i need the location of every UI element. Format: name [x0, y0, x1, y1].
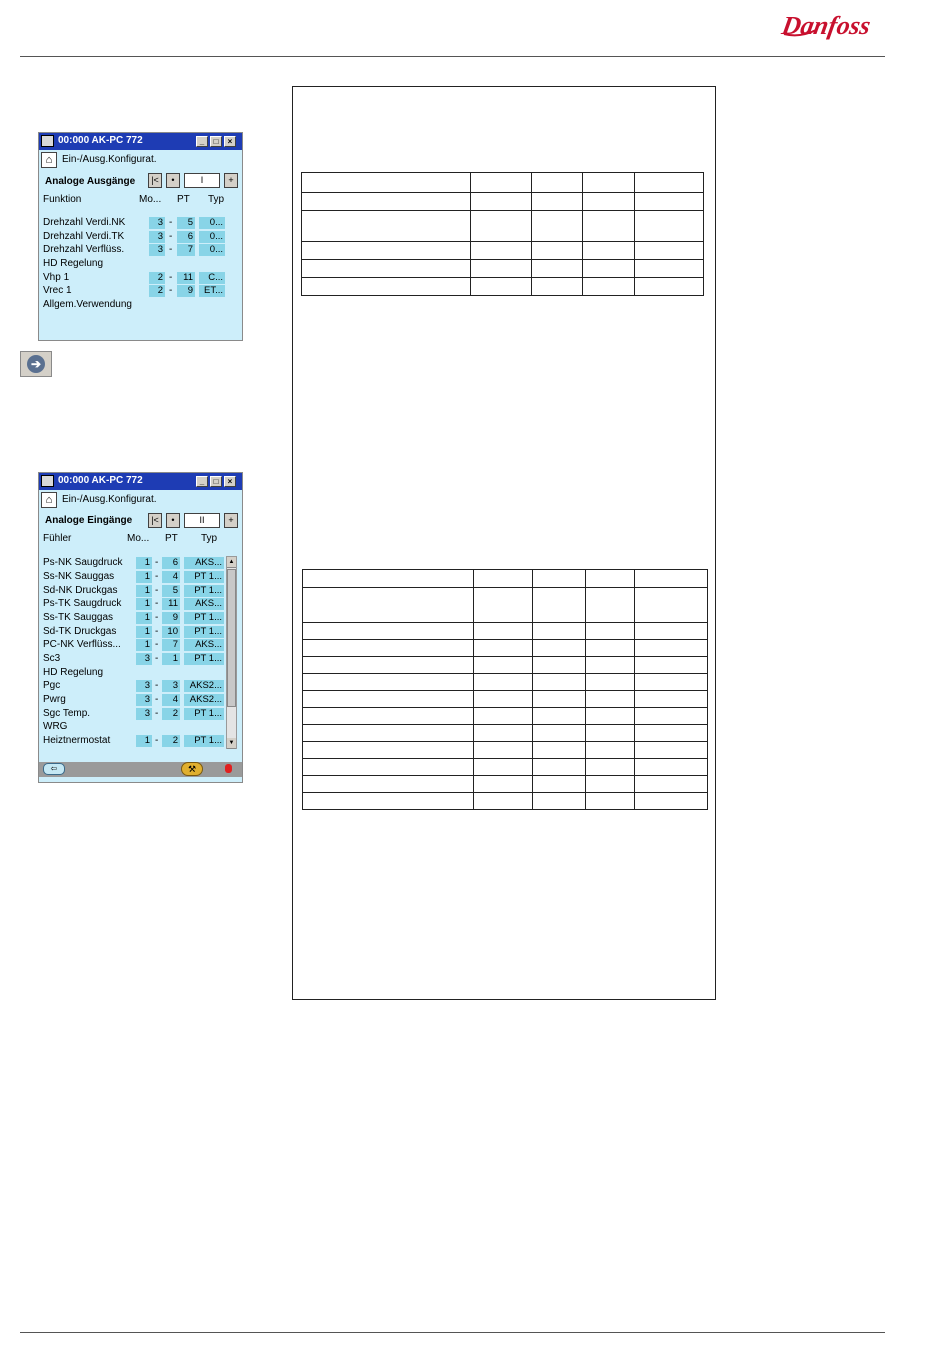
point-cell[interactable]: 5: [162, 585, 180, 597]
row-label: Vrec 1: [43, 285, 72, 296]
row-label: Sd-NK Druckgas: [43, 585, 118, 596]
row-label: Heiztnermostat: [43, 735, 111, 746]
type-cell[interactable]: PT 1...: [184, 708, 224, 720]
back-icon[interactable]: ⇦: [43, 763, 65, 775]
maximize-button[interactable]: □: [210, 476, 222, 487]
app-icon: [41, 475, 54, 487]
home-icon[interactable]: ⌂: [41, 492, 57, 508]
col-header-point: PT: [165, 533, 178, 544]
config-window-inputs: [38, 472, 243, 783]
module-cell[interactable]: 3: [149, 217, 165, 229]
separator: -: [155, 694, 159, 705]
type-cell[interactable]: AKS...: [184, 557, 224, 569]
separator: -: [155, 626, 159, 637]
subheader: [39, 150, 242, 170]
separator: -: [155, 735, 159, 746]
col-header-type: Typ: [201, 533, 218, 544]
module-cell[interactable]: 3: [149, 244, 165, 256]
table-row: [302, 260, 704, 278]
row-label: Drehzahl Verdi.NK: [43, 217, 126, 228]
table-row: [302, 193, 704, 211]
point-cell[interactable]: 1: [162, 653, 180, 665]
row-label: Ss-TK Sauggas: [43, 612, 114, 623]
subheader: [39, 490, 242, 510]
module-cell[interactable]: 1: [136, 612, 152, 624]
table-row: [303, 588, 708, 623]
point-cell[interactable]: 5: [177, 217, 195, 229]
type-cell[interactable]: PT 1...: [184, 585, 224, 597]
type-cell[interactable]: PT 1...: [184, 653, 224, 665]
point-cell[interactable]: 4: [162, 694, 180, 706]
table-row: [303, 674, 708, 691]
table-row: [302, 242, 704, 260]
bottom-toolbar: [39, 762, 242, 777]
table-row: [302, 278, 704, 296]
header-rule: [20, 56, 885, 57]
separator: -: [155, 653, 159, 664]
table-row: [303, 793, 708, 810]
next-screen-button[interactable]: [20, 351, 52, 377]
alarm-icon[interactable]: [225, 764, 232, 773]
point-cell[interactable]: 3: [162, 680, 180, 692]
separator: -: [155, 585, 159, 596]
row-label: Sgc Temp.: [43, 708, 91, 719]
minimize-button[interactable]: _: [196, 476, 208, 487]
row-label: PC-NK Verflüss...: [43, 639, 121, 650]
module-cell[interactable]: 1: [136, 735, 152, 747]
group-label: HD Regelung: [43, 667, 104, 678]
title-bar: [39, 133, 242, 150]
close-button[interactable]: ×: [224, 136, 236, 147]
module-cell[interactable]: 3: [136, 653, 152, 665]
point-cell[interactable]: 11: [177, 272, 195, 284]
type-cell[interactable]: PT 1...: [184, 612, 224, 624]
table-row: [303, 708, 708, 725]
screen-title: Ein-/Ausg.Konfigurat.: [62, 494, 157, 505]
page-indicator: II: [184, 513, 220, 528]
separator: -: [169, 244, 173, 255]
module-cell[interactable]: 2: [149, 272, 165, 284]
type-cell[interactable]: PT 1...: [184, 626, 224, 638]
table-row: [303, 759, 708, 776]
outputs-table: [301, 172, 704, 296]
row-label: Ss-NK Sauggas: [43, 571, 115, 582]
col-header-module: Mo...: [139, 194, 162, 205]
vertical-scrollbar[interactable]: [226, 556, 237, 749]
window-title: 00:000 AK-PC 772: [58, 475, 143, 486]
table-row: [303, 623, 708, 640]
type-cell[interactable]: PT 1...: [184, 571, 224, 583]
page-indicator: I: [184, 173, 220, 188]
col-header-module: Mo...: [127, 533, 150, 544]
row-label: Pwrg: [43, 694, 66, 705]
separator: -: [155, 639, 159, 650]
module-cell[interactable]: 1: [136, 571, 152, 583]
separator: -: [169, 272, 173, 283]
table-row: [303, 570, 708, 588]
row-label: Drehzahl Verdi.TK: [43, 231, 125, 242]
table-row: [303, 691, 708, 708]
separator: -: [155, 680, 159, 691]
point-cell[interactable]: 10: [162, 626, 180, 638]
first-page-button[interactable]: |<: [148, 173, 162, 188]
danfoss-logo: [780, 4, 892, 46]
module-cell[interactable]: 1: [136, 626, 152, 638]
wrench-icon[interactable]: ⚒: [181, 762, 203, 776]
point-cell[interactable]: 7: [162, 639, 180, 651]
group-label: Allgem.Verwendung: [43, 299, 132, 310]
close-button[interactable]: ×: [224, 476, 236, 487]
row-label: Drehzahl Verflüss.: [43, 244, 125, 255]
module-cell[interactable]: 3: [149, 231, 165, 243]
section-title: Analoge Ausgänge: [45, 176, 136, 187]
module-cell[interactable]: 1: [136, 639, 152, 651]
row-label: Pgc: [43, 680, 61, 691]
separator: -: [155, 598, 159, 609]
title-bar: [39, 473, 242, 490]
separator: -: [155, 708, 159, 719]
point-cell[interactable]: 4: [162, 571, 180, 583]
row-label: Vhp 1: [43, 272, 70, 283]
col-header-sensor: Fühler: [43, 533, 72, 544]
col-header-function: Funktion: [43, 194, 82, 205]
minimize-button[interactable]: _: [196, 136, 208, 147]
module-cell[interactable]: 1: [136, 557, 152, 569]
maximize-button[interactable]: □: [210, 136, 222, 147]
inputs-table: [302, 569, 708, 810]
window-title: 00:000 AK-PC 772: [58, 135, 143, 146]
scroll-thumb[interactable]: [227, 569, 236, 707]
separator: -: [155, 571, 159, 582]
module-cell[interactable]: 3: [136, 680, 152, 692]
section-title: Analoge Eingänge: [45, 515, 133, 526]
prev-page-button[interactable]: •: [166, 513, 180, 528]
scroll-up-icon[interactable]: ▲: [227, 557, 236, 568]
footer-rule: [20, 1332, 885, 1333]
svg-text:Danfoss: Danfoss: [780, 11, 873, 40]
point-cell[interactable]: 2: [162, 735, 180, 747]
row-label: Sd-TK Druckgas: [43, 626, 117, 637]
type-cell[interactable]: C...: [199, 272, 225, 284]
type-cell[interactable]: 0...: [199, 244, 225, 256]
table-row: [302, 211, 704, 242]
point-cell[interactable]: 9: [177, 285, 195, 297]
module-cell[interactable]: 2: [149, 285, 165, 297]
scroll-down-icon[interactable]: ▼: [227, 738, 236, 749]
arrow-right-icon: ➔: [27, 355, 45, 373]
group-label: WRG: [43, 721, 68, 732]
point-cell[interactable]: 2: [162, 708, 180, 720]
separator: -: [169, 217, 173, 228]
module-cell[interactable]: 3: [136, 694, 152, 706]
type-cell[interactable]: 0...: [199, 217, 225, 229]
point-cell[interactable]: 6: [162, 557, 180, 569]
col-header-point: PT: [177, 194, 190, 205]
next-page-button[interactable]: +: [224, 513, 238, 528]
module-cell[interactable]: 1: [136, 598, 152, 610]
point-cell[interactable]: 7: [177, 244, 195, 256]
separator: -: [169, 231, 173, 242]
home-icon[interactable]: ⌂: [41, 152, 57, 168]
table-row: [303, 657, 708, 674]
table-row: [303, 640, 708, 657]
separator: -: [169, 285, 173, 296]
separator: -: [155, 557, 159, 568]
app-icon: [41, 135, 54, 147]
screen-title: Ein-/Ausg.Konfigurat.: [62, 154, 157, 165]
row-label: Ps-NK Saugdruck: [43, 557, 123, 568]
module-cell[interactable]: 3: [136, 708, 152, 720]
table-row: [303, 742, 708, 759]
type-cell[interactable]: ET...: [199, 285, 225, 297]
next-page-button[interactable]: +: [224, 173, 238, 188]
row-label: Ps-TK Saugdruck: [43, 598, 122, 609]
point-cell[interactable]: 11: [162, 598, 180, 610]
module-cell[interactable]: 1: [136, 585, 152, 597]
group-label: HD Regelung: [43, 258, 104, 269]
row-label: Sc3: [43, 653, 61, 664]
type-cell[interactable]: AKS...: [184, 598, 224, 610]
type-cell[interactable]: PT 1...: [184, 735, 224, 747]
type-cell[interactable]: AKS2...: [184, 694, 224, 706]
table-row: [303, 776, 708, 793]
type-cell[interactable]: AKS...: [184, 639, 224, 651]
config-window-outputs: [38, 132, 243, 341]
point-cell[interactable]: 9: [162, 612, 180, 624]
table-row: [303, 725, 708, 742]
prev-page-button[interactable]: •: [166, 173, 180, 188]
type-cell[interactable]: AKS2...: [184, 680, 224, 692]
point-cell[interactable]: 6: [177, 231, 195, 243]
separator: -: [155, 612, 159, 623]
col-header-type: Typ: [208, 194, 225, 205]
type-cell[interactable]: 0...: [199, 231, 225, 243]
table-row: [302, 173, 704, 193]
first-page-button[interactable]: |<: [148, 513, 162, 528]
